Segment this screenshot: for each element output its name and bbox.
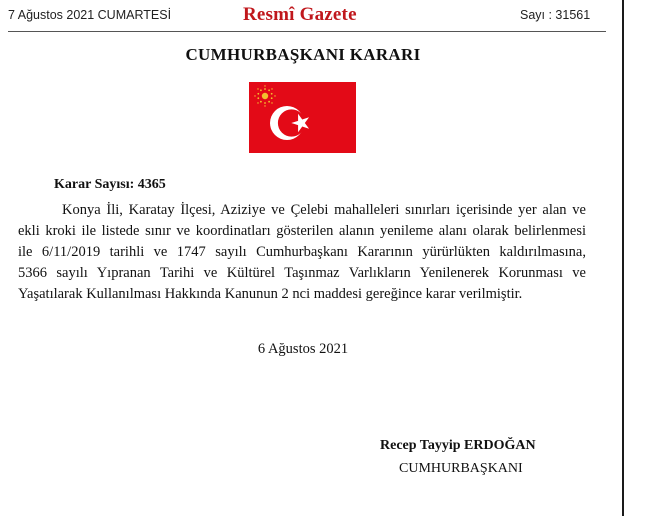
signatory-title: CUMHURBAŞKANI — [399, 461, 523, 476]
presidential-flag-icon — [249, 82, 356, 153]
decree-date: 6 Ağustos 2021 — [257, 341, 349, 357]
decree-body-line: 5366 sayılı Yıpranan Tarihi ve Kültürel Taşınmaz Varlıkların Yenilenerek Korunması ve — [18, 265, 586, 281]
decree-body-line: ile 6/11/2019 tarihli ve 1747 sayılı Cumhurbaşkanı Kararının yürürlükten kaldırılmasına, — [18, 244, 586, 260]
header-divider — [8, 31, 606, 32]
gazette-title: Resmî Gazete — [243, 4, 357, 25]
issue-number: Sayı : 31561 — [520, 8, 591, 22]
header-date: 7 Ağustos 2021 CUMARTESİ — [8, 8, 172, 22]
decree-body — [18, 200, 586, 305]
decree-heading: CUMHURBAŞKANI KARARI — [185, 45, 421, 64]
decree-body-line: Yaşatılarak Kullanılması Hakkında Kanunun 2 nci maddesi gereğince karar verilmiştir. — [18, 286, 523, 302]
signatory-name: Recep Tayyip ERDOĞAN — [380, 438, 536, 453]
decree-body-line: Konya İli, Karatay İlçesi, Aziziye ve Çelebi mahalleleri sınırları içerisinde yer alan ve — [62, 202, 586, 218]
decision-number: Karar Sayısı: 4365 — [54, 177, 166, 192]
page-edge-divider — [622, 0, 624, 516]
decree-body-line: ekli kroki ile listede sınır ve koordinatları gösterilen alanın yenileme alanı olarak belirlenmesi — [18, 223, 586, 239]
